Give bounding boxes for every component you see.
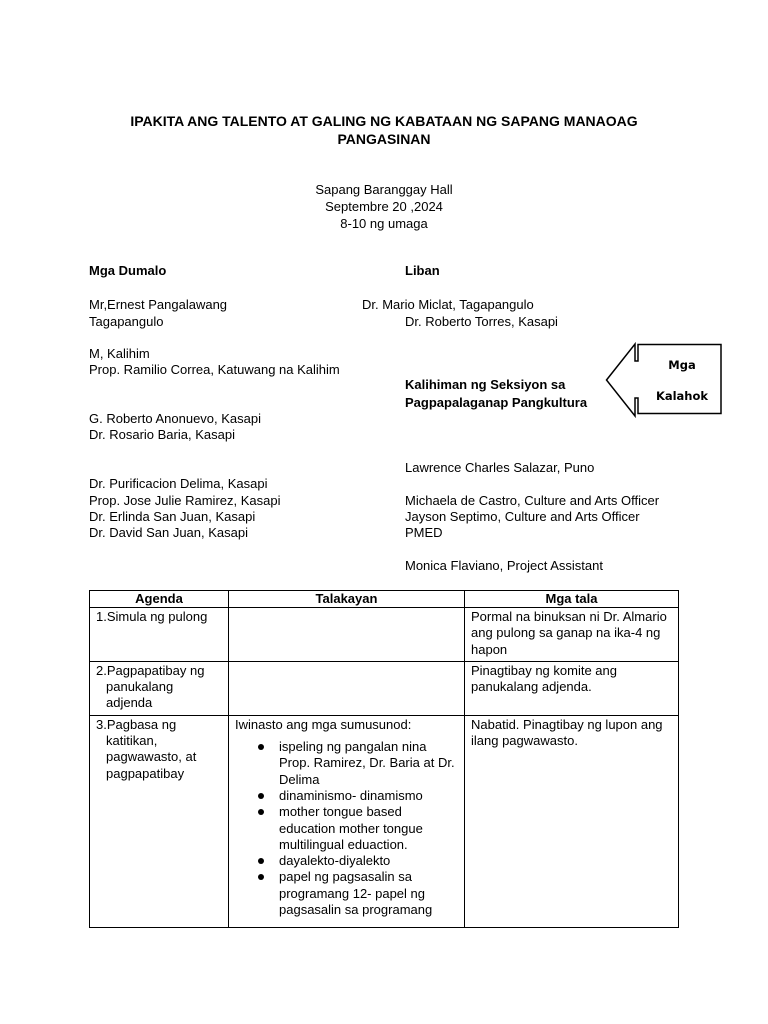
section-member: Lawrence Charles Salazar, Puno [405,460,595,475]
corrections-list [235,739,459,918]
talakayan-cell [229,715,465,927]
attendee-line: Dr. Erlinda San Juan, Kasapi [89,509,256,524]
document-title [0,112,768,148]
attendee-line: M, Kalihim [89,346,150,361]
meeting-venue: Sapang Baranggay Hall [315,182,453,197]
attendee-line: Tagapangulo [89,314,164,329]
agenda-text: 2.Pagpapatibay ng panukalang adjenda [96,662,205,711]
arrow-label-line-2: Kalahok [655,389,709,403]
tala-cell: Pinagtibay ng komite ang panukalang adjenda. [465,661,679,715]
tala-cell: Pormal na binuksan ni Dr. Almario ang pulong sa ganap na ika-4 ng hapon [465,608,679,662]
talakayan-cell [229,608,465,662]
section-member: Monica Flaviano, Project Assistant [405,558,603,573]
list-item: ispeling ng pangalan nina Prop. Ramirez, Dr. Baria at Dr. Delima [279,739,459,788]
title-line-2: PANGASINAN [337,131,431,147]
attendee-line: Mr,Ernest Pangalawang [89,297,228,312]
table-header-row [90,591,679,608]
attendee-line: G. Roberto Anonuevo, Kasapi [89,411,262,426]
talakayan-intro: Iwinasto ang mga sumusunod: [235,716,412,732]
agenda-table [89,590,679,928]
list-item: dinaminismo- dinamismo [279,788,459,804]
table-row [90,715,679,927]
attendee-line: Dr. David San Juan, Kasapi [89,525,248,540]
section-member: Michaela de Castro, Culture and Arts Officer [405,493,660,508]
section-title-line-2: Pagpapalaganap Pangkultura [405,395,588,410]
absent-heading: Liban [405,263,440,278]
arrow-label-line-1: Mga [668,358,696,372]
absent-line: Dr. Roberto Torres, Kasapi [405,314,558,329]
header-talakayan: Talakayan [229,591,465,608]
attendees-heading: Mga Dumalo [89,263,167,278]
meeting-date: Septembre 20 ,2024 [325,199,443,214]
attendee-line: Prop. Jose Julie Ramirez, Kasapi [89,493,281,508]
agenda-text: 3.Pagbasa ng katitikan, pagwawasto, at pagpapatibay [96,716,197,781]
meeting-time: 8-10 ng umaga [340,216,428,231]
section-title-line-1: Kalihiman ng Seksiyon sa [405,377,566,392]
title-line-1: IPAKITA ANG TALENTO AT GALING NG KABATAAN NG SAPANG MANAOAG [130,113,638,129]
agenda-cell [90,661,229,715]
attendee-line: Dr. Purificacion Delima, Kasapi [89,476,268,491]
section-title [405,376,587,412]
left-arrow-icon [605,340,723,418]
list-item: papel ng pagsasalin sa programang 12- papel ng pagsasalin sa programang [279,869,459,918]
header-agenda: Agenda [90,591,229,608]
section-member: Jayson Septimo, Culture and Arts Officer [405,509,640,524]
attendee-line: Prop. Ramilio Correa, Katuwang na Kalihim [89,362,340,377]
table-row [90,661,679,715]
tala-cell: Nabatid. Pinagtibay ng lupon ang ilang pagwawasto. [465,715,679,927]
attendee-line: Dr. Rosario Baria, Kasapi [89,427,235,442]
absent-line: Dr. Mario Miclat, Tagapangulo [362,297,534,312]
meeting-details [0,181,768,232]
agenda-cell [90,715,229,927]
list-item: mother tongue based education mother tongue multilingual eduaction. [279,804,459,853]
agenda-cell [90,608,229,662]
table-row [90,608,679,662]
talakayan-cell [229,661,465,715]
section-member: PMED [405,525,443,540]
list-item: dayalekto-diyalekto [279,853,459,869]
header-mga-tala: Mga tala [465,591,679,608]
agenda-text: 1.Simula ng pulong [96,609,208,624]
